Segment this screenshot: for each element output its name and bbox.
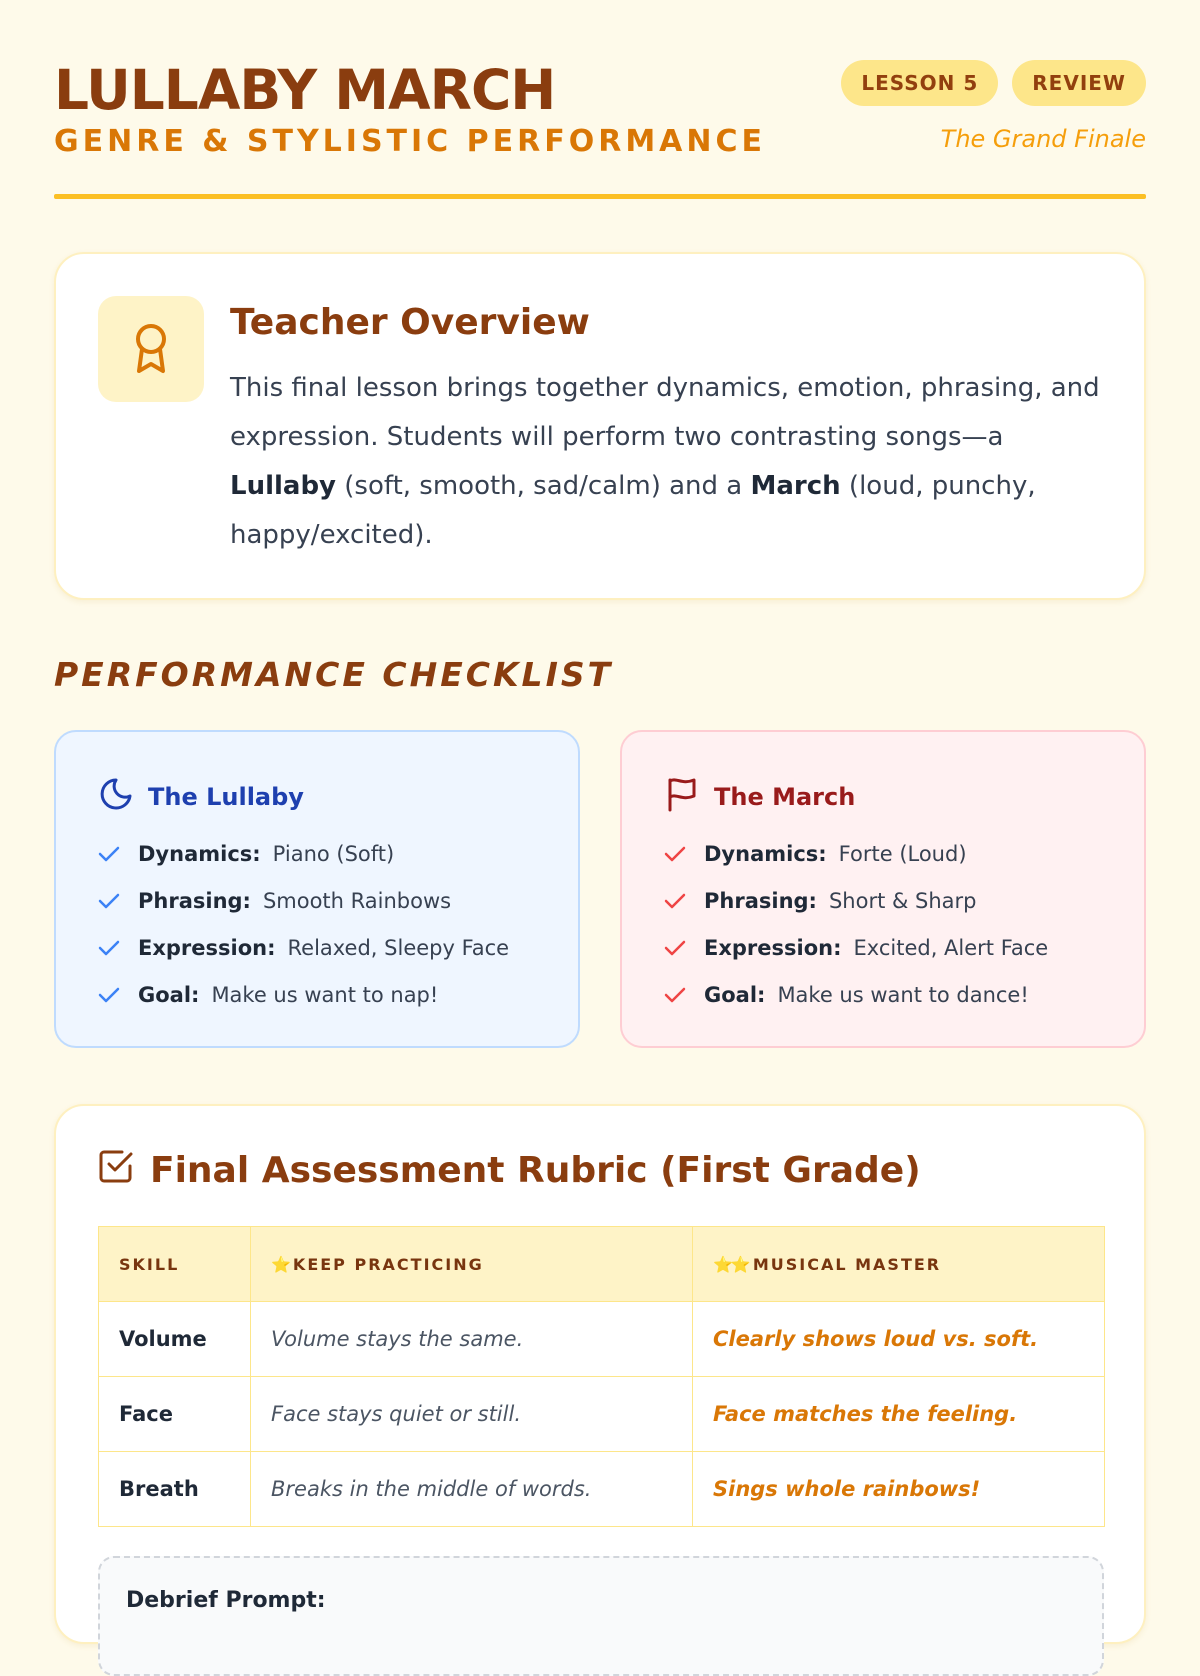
badge-group	[841, 60, 1146, 106]
item-label: Phrasing:	[138, 888, 251, 913]
flag-icon	[664, 776, 700, 818]
overview-title: Teacher Overview	[230, 302, 590, 343]
check-icon	[98, 846, 138, 862]
debrief-prompt-box	[98, 1556, 1104, 1676]
lullaby-panel	[54, 730, 580, 1048]
column-header-musical-master	[693, 1227, 1105, 1302]
lullaby-term: Lullaby	[230, 471, 337, 501]
check-icon	[664, 846, 704, 862]
moon-icon	[98, 776, 134, 818]
page-title: LULLABY MARCH	[54, 58, 556, 122]
item-value: Forte (Loud)	[838, 841, 967, 866]
march-title: The March	[714, 783, 856, 811]
rubric-header	[98, 1148, 921, 1193]
overview-text-part: This final lesson brings together dynamics, emotion, phrasing, and expression. Students will perform two contrasting songs—a	[230, 373, 1100, 452]
item-value: Short & Sharp	[828, 888, 977, 913]
item-label: Goal:	[704, 982, 766, 1007]
lesson-badge: LESSON 5	[841, 60, 998, 106]
item-value: Make us want to dance!	[777, 982, 1029, 1007]
overview-text-part: (soft, smooth, sad/calm) and a	[336, 471, 751, 501]
list-item	[98, 830, 509, 877]
award-ribbon-icon	[98, 296, 204, 402]
check-icon	[664, 987, 704, 1003]
checkbox-icon	[98, 1148, 134, 1193]
list-item	[98, 971, 509, 1018]
item-value: Relaxed, Sleepy Face	[287, 935, 510, 960]
musical-master-cell: Face matches the feeling.	[693, 1377, 1105, 1452]
check-icon	[98, 893, 138, 909]
item-label: Dynamics:	[704, 841, 827, 866]
item-value: Smooth Rainbows	[262, 888, 452, 913]
skill-cell: Breath	[99, 1452, 251, 1527]
overview-text	[230, 364, 1110, 560]
list-item	[664, 924, 1048, 971]
musical-master-cell: Sings whole rainbows!	[693, 1452, 1105, 1527]
skill-cell: Volume	[99, 1302, 251, 1377]
check-icon	[664, 893, 704, 909]
page-header	[54, 0, 1146, 200]
page-tagline: The Grand Finale	[940, 125, 1146, 153]
musical-master-cell: Clearly shows loud vs. soft.	[693, 1302, 1105, 1377]
item-label: Expression:	[138, 935, 276, 960]
table-row	[99, 1377, 1105, 1452]
rubric-table	[98, 1226, 1105, 1527]
keep-practicing-cell: Volume stays the same.	[251, 1302, 693, 1377]
rubric-card	[54, 1104, 1146, 1644]
debrief-label: Debrief Prompt:	[126, 1588, 326, 1613]
keep-practicing-cell: Breaks in the middle of words.	[251, 1452, 693, 1527]
item-value: Make us want to nap!	[211, 982, 439, 1007]
check-icon	[98, 940, 138, 956]
table-header-row	[99, 1227, 1105, 1302]
column-header-keep-practicing	[251, 1227, 693, 1302]
page-subtitle: GENRE & STYLISTIC PERFORMANCE	[54, 124, 767, 159]
lullaby-panel-header	[98, 776, 304, 818]
list-item	[98, 877, 509, 924]
item-label: Expression:	[704, 935, 842, 960]
lullaby-checklist	[98, 830, 509, 1018]
item-label: Phrasing:	[704, 888, 817, 913]
march-term: March	[750, 471, 841, 501]
skill-cell: Face	[99, 1377, 251, 1452]
header-divider	[54, 194, 1146, 199]
overview-text-part: (loud, punchy, happy/excited).	[230, 471, 1036, 550]
item-value: Piano (Soft)	[272, 841, 395, 866]
march-panel-header	[664, 776, 855, 818]
list-item	[98, 924, 509, 971]
item-value: Excited, Alert Face	[853, 935, 1049, 960]
column-header-skill	[99, 1227, 251, 1302]
item-label: Goal:	[138, 982, 200, 1007]
rubric-title: Final Assessment Rubric (First Grade)	[150, 1150, 921, 1191]
march-panel	[620, 730, 1146, 1048]
column-label: MUSICAL MASTER	[752, 1254, 942, 1274]
lullaby-title: The Lullaby	[148, 783, 304, 811]
item-label: Dynamics:	[138, 841, 261, 866]
keep-practicing-cell: Face stays quiet or still.	[251, 1377, 693, 1452]
review-badge: REVIEW	[1012, 60, 1146, 106]
checklist-heading: PERFORMANCE CHECKLIST	[54, 655, 614, 694]
star-icon: ⭐⭐	[713, 1254, 749, 1274]
list-item	[664, 830, 1048, 877]
check-icon	[98, 987, 138, 1003]
list-item	[664, 971, 1048, 1018]
march-checklist	[664, 830, 1048, 1018]
column-label: SKILL	[119, 1254, 180, 1274]
star-icon: ⭐	[271, 1254, 289, 1274]
table-row	[99, 1452, 1105, 1527]
list-item	[664, 877, 1048, 924]
table-row	[99, 1302, 1105, 1377]
column-label: KEEP PRACTICING	[292, 1254, 484, 1274]
teacher-overview-card	[54, 252, 1146, 600]
check-icon	[664, 940, 704, 956]
